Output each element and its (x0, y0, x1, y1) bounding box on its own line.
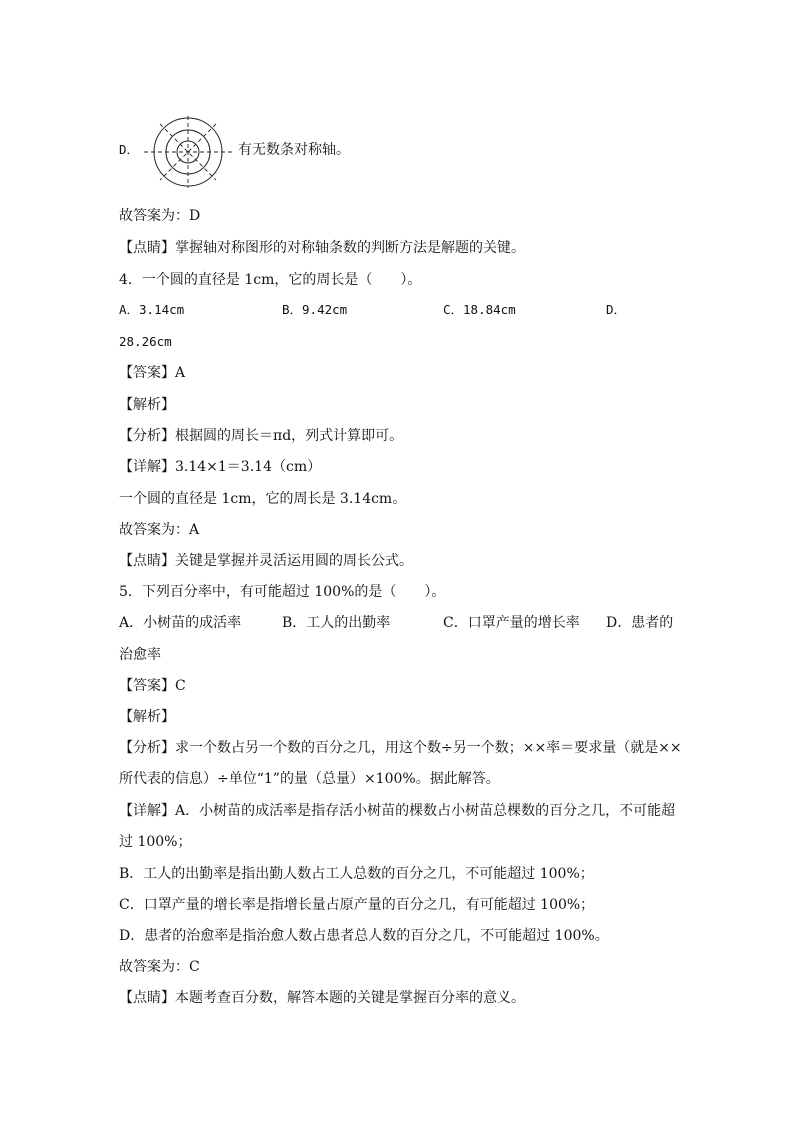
q4-fenxi: 【分析】根据圆的周长＝πd，列式计算即可。 (119, 428, 404, 444)
q4-analysis-label: 【解析】 (119, 397, 175, 413)
q5-analysis-label: 【解析】 (119, 709, 175, 725)
q5-xiangjie-b: B．工人的出勤率是指出勤人数占工人总数的百分之几，不可能超过 100%； (119, 866, 594, 882)
q3-option-d-text: 有无数条对称轴。 (238, 142, 350, 158)
q4-xiangjie: 【详解】3.14×1＝3.14（cm） (119, 459, 322, 475)
q5-option-d: D．患者的 (606, 615, 674, 631)
q4-option-a: A．3.14cm (119, 302, 185, 317)
q4-answer: 【答案】A (119, 365, 186, 381)
q4-option-d: D． (606, 302, 627, 317)
q5-answer-line: 故答案为：C (119, 959, 200, 975)
q5-fenxi-line-1: 【分析】求一个数占另一个数的百分之几，用这个数÷另一个数；××率＝要求量（就是×× (119, 740, 682, 756)
q4-conclusion: 一个圆的直径是 1cm，它的周长是 3.14cm。 (119, 491, 407, 507)
q4-option-c: C．18.84cm (443, 302, 516, 317)
q3-option-d-label: D． (119, 142, 140, 157)
q3-comment: 【点睛】掌握轴对称图形的对称轴条数的判断方法是解题的关键。 (119, 240, 525, 256)
q5-stem: 5．下列百分率中，有可能超过 100%的是（ ）。 (119, 584, 446, 600)
q5-option-b: B．工人的出勤率 (282, 615, 391, 631)
q4-stem: 4．一个圆的直径是 1cm，它的周长是（ ）。 (119, 272, 422, 288)
concentric-circles-figure (144, 116, 234, 188)
q5-fenxi-line-2: 所代表的信息）÷单位“1”的量（总量）×100%。据此解答。 (119, 771, 500, 787)
q5-option-c: C．口罩产量的增长率 (443, 615, 580, 631)
q4-comment: 【点睛】关键是掌握并灵活运用圆的周长公式。 (119, 553, 413, 569)
q4-answer-line: 故答案为：A (119, 522, 200, 538)
q5-xiangjie-a-line-1: 【详解】A．小树苗的成活率是指存活小树苗的棵数占小树苗总棵数的百分之几，不可能超 (119, 803, 676, 819)
q5-comment: 【点睛】本题考查百分数，解答本题的关键是掌握百分率的意义。 (119, 990, 525, 1006)
q5-option-d-wrap: 治愈率 (119, 647, 161, 663)
q3-answer-line: 故答案为：D (119, 208, 201, 224)
q5-answer: 【答案】C (119, 678, 186, 694)
q4-option-b: B．9.42cm (282, 302, 348, 317)
q5-xiangjie-a-line-2: 过 100%； (119, 834, 192, 850)
q5-option-a: A．小树苗的成活率 (119, 615, 242, 631)
q4-option-d-wrap: 28.26cm (119, 334, 172, 349)
q5-xiangjie-c: C．口罩产量的增长率是指增长量占原产量的百分之几，有可能超过 100%； (119, 897, 595, 913)
q5-xiangjie-d: D．患者的治愈率是指治愈人数占患者总人数的百分之几，不可能超过 100%。 (119, 928, 609, 944)
